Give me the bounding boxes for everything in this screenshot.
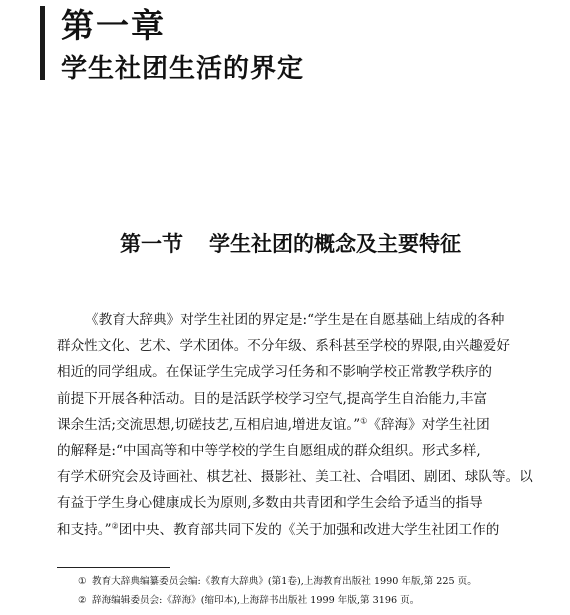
body-line: 有学术研究会及诗画社、棋艺社、摄影社、美工社、合唱团、剧团、球队等。以 <box>57 469 533 486</box>
footnote-text: 教育大辞典编纂委员会编:《教育大辞典》(第1卷),上海教育出版社 1990 年版,第 225 页。 <box>92 576 477 587</box>
body-line: 的解释是:“中国高等和中等学校的学生自愿组成的群众组织。形式多样, <box>57 442 481 459</box>
section-title: 学生社团的概念及主要特征 <box>209 231 461 256</box>
body-text-span: 课余生活;交流思想,切磋技艺,互相启迪,增进友谊。” <box>57 416 361 433</box>
footnote-divider <box>57 567 170 568</box>
footnotes <box>78 572 477 610</box>
body-text-span: 和支持。” <box>57 521 112 538</box>
body-line: 有益于学生身心健康成长为原则,多数由共青团和学生会给予适当的指导 <box>57 495 483 512</box>
chapter-number: 第一章 <box>61 6 166 45</box>
footnote-number: ② <box>78 595 87 606</box>
chapter-accent-bar <box>40 6 45 80</box>
section-number: 第一节 <box>120 231 183 256</box>
body-line <box>57 412 517 438</box>
footnote-item <box>78 591 477 610</box>
body-text-span: 《辞海》对学生社团 <box>367 416 490 433</box>
footnote-ref: ② <box>111 520 119 530</box>
section-heading <box>120 230 461 258</box>
body-line: 群众性文化、艺术、学术团体。不分年级、系科甚至学校的界限,由兴趣爱好 <box>57 338 510 355</box>
footnote-ref: ① <box>360 416 368 426</box>
footnote-item <box>78 572 477 591</box>
body-line <box>57 517 517 543</box>
chapter-title: 学生社团生活的界定 <box>61 54 305 84</box>
body-paragraph <box>57 307 533 543</box>
body-line: 前提下开展各种活动。目的是活跃学校学习空气,提高学生自治能力,丰富 <box>57 390 488 407</box>
footnote-text: 辞海编辑委员会:《辞海》(缩印本),上海辞书出版社 1999 年版,第 3196 页。 <box>92 595 420 606</box>
body-line: 《教育大辞典》对学生社团的界定是:“学生是在自愿基础上结成的各种 <box>85 312 505 328</box>
body-text-span: 团中央、教育部共同下发的《关于加强和改进大学生社团工作的 <box>118 521 500 538</box>
body-line: 相近的同学组成。在保证学生完成学习任务和不影响学校正常教学秩序的 <box>57 364 492 381</box>
footnote-number: ① <box>78 576 87 587</box>
